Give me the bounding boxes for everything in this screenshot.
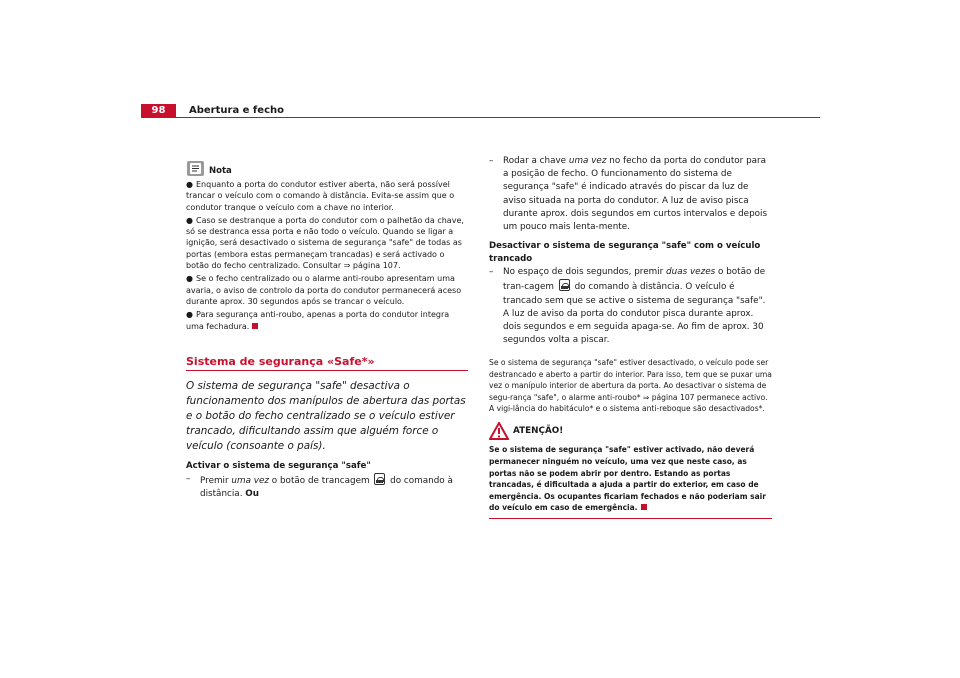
warning-icon: [489, 422, 509, 440]
nota-bullet: ● Caso se destranque a porta do condutor com o palhetão da chave, só se destranca essa porta e não todo o veículo. Quando se ligar a ignição, será desactivado o sistema de segurança "safe" de todas as portas (embora estas permaneçam trancadas) e será activado o botão do fecho centralizado. Consultar ⇒ página 107.: [186, 215, 464, 271]
header-rule: [176, 117, 820, 118]
end-mark: [252, 323, 258, 329]
section-title: Sistema de segurança «Safe*»: [186, 356, 468, 371]
left-column: [186, 160, 468, 502]
note-icon: [186, 160, 205, 177]
nota-bullet: ● Se o fecho centralizado ou o alarme anti-roubo apresentam uma avaria, o aviso de controlo da porta do condutor permanecerá aceso durante aprox. 30 segundos após se trancar o veículo.: [186, 274, 462, 306]
safe-paragraph: Se o sistema de segurança "safe" estiver desactivado, o veículo pode ser destrancado e aberto a partir do interior. Para isso, tem que se puxar uma vez o manípulo interior de abertura da porta. Ao desactivar o sistema de segu-rança "safe", o alarme anti-roubo* ⇒ página 107 permanece activo. A vigi-lância do habitáculo* e o sistema anti-reboque são desactivados*.: [489, 358, 772, 414]
warning-body: Se o sistema de segurança "safe" estiver activado, não deverá permanecer ninguém no veículo, uma vez que neste caso, as portas não se podem abrir por dentro. Estando as portas trancadas, é dificultada a ajuda a partir do exterior, em caso de emergência. Os ocupantes ficariam fechados e não poderiam sair do veículo em caso de emergência.: [489, 445, 766, 513]
right-column: [489, 155, 772, 519]
lock-key-icon: [559, 279, 570, 291]
warning-title: ATENÇÃO!: [513, 425, 564, 436]
nota-header: [186, 160, 468, 177]
warning-header: [489, 422, 772, 440]
activate-heading: Activar o sistema de segurança "safe": [186, 461, 371, 472]
warning-box: [489, 422, 772, 519]
running-header: Abertura e fecho: [189, 105, 284, 116]
nota-title: Nota: [209, 165, 232, 176]
step-deactivate: – No espaço de dois segundos, premir duas vezes o botão de tran-cagem do comando à distância. O veículo é trancado sem que se active o sistema de segurança "safe". A luz de aviso da porta do condutor pisca durante aprox. dois segundos e em seguida apaga-se. Ao fim de aprox. 30 segundos volta a piscar.: [489, 267, 766, 346]
nota-bullet: ● Para segurança anti-roubo, apenas a porta do condutor integra uma fechadura.: [186, 310, 450, 331]
end-mark: [641, 504, 647, 510]
step-activate-remote: – Premir uma vez o botão de trancagem do comando à distância. Ou: [186, 474, 453, 500]
nota-bullet: ● Enquanto a porta do condutor estiver aberta, não será possível trancar o veículo com o comando à distância. Evita-se assim que o condutor tranque o veículo com a chave no interior.: [186, 180, 455, 212]
section-intro: O sistema de segurança "safe" desactiva o funcionamento dos manípulos de abertura das portas e o botão do fecho centralizado se o veículo estiver trancado, dificultando assim que alguém force o veículo (consoante o país).: [186, 380, 466, 453]
page-number: 98: [141, 104, 176, 118]
step-activate-key: – Rodar a chave uma vez no fecho da porta do condutor para a posição de fecho. O funcionamento do sistema de segurança "safe" é indicado através do piscar da luz de aviso situada na porta do condutor. A luz de aviso pisca durante aprox. dois segundos em curtos intervalos e depois um pouco mais lenta-mente.: [489, 156, 768, 233]
lock-key-icon: [374, 473, 385, 485]
deactivate-heading: Desactivar o sistema de segurança "safe" com o veículo trancado: [489, 241, 761, 265]
